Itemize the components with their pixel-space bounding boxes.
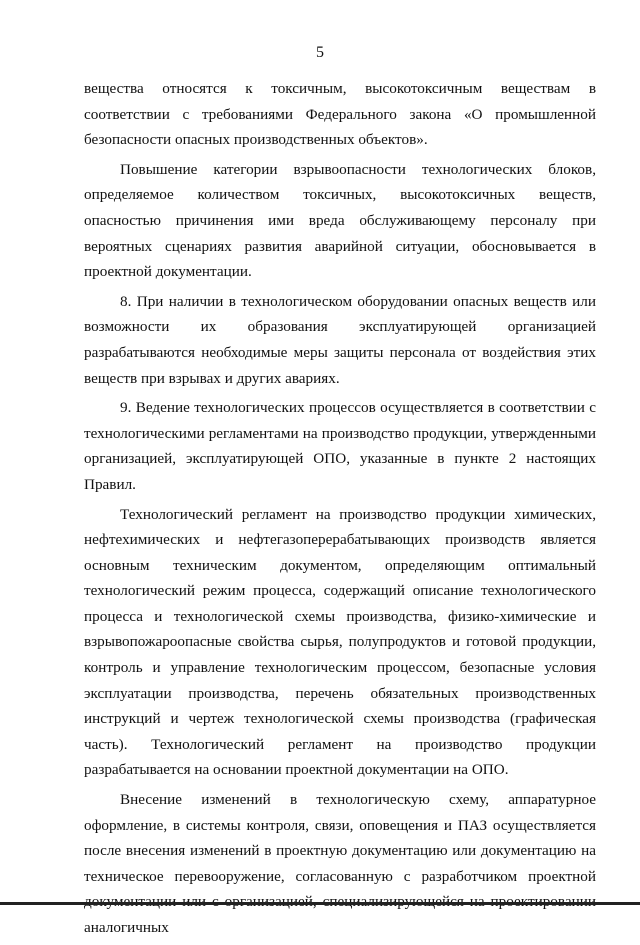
paragraph-continuation: вещества относятся к токсичным, высокотоксичным веществам в соответствии с требованиями Федерального закона «О промышленной безопасности опасных производственных объектов». <box>84 80 596 149</box>
paragraph-item-9: 9. Ведение технологических процессов осуществляется в соответствии с технологическими регламентами на производство продукции, утвержденными организацией, эксплуатирующей ОПО, указанные в пункте 2 настоящих Правил. <box>84 399 596 493</box>
paragraph-item-8: 8. При наличии в технологическом оборудовании опасных веществ или возможности их образования эксплуатирующей организацией разрабатываются необходимые меры защиты персонала от воздействия этих веществ при взрывах и других авариях. <box>84 292 596 387</box>
paragraph-technological-regulation: Технологический регламент на производство продукции химических, нефтехимических и нефтегазоперерабатывающих производств является основным техническим документом, определяющим оптимальный технологический режим процесса, содержащий описание технологического процесса и технологической схемы производства, физико-химические и взрывопожароопасные свойства сырья, полупродуктов и готовой продукции, контроль и управление технологическим процессом, безопасные условия эксплуатации производства, перечень обязательных производственных инструкций и чертеж технологической схемы производства (графическая часть). Технологический регламент на производство продукции разрабатывается на основании проектной документации на ОПО. <box>84 505 596 779</box>
page-number: 5 <box>316 44 324 61</box>
paragraph-category-increase: Повышение категории взрывоопасности технологических блоков, определяемое количеством токсичных, высокотоксичных веществ, опасностью причинения ими вреда обслуживающему персоналу при вероятных сценариях развития аварийной ситуации, обосновывается в проектной документации. <box>84 160 596 281</box>
paragraph-changes: Внесение изменений в технологическую схему, аппаратурное оформление, в системы контроля, связи, оповещения и ПАЗ осуществляется после внесения изменений в проектную документацию или документацию на техническое перевооружение, согласованную с разработчиком проектной аналогичных <box>84 791 596 936</box>
body-text <box>84 76 596 945</box>
